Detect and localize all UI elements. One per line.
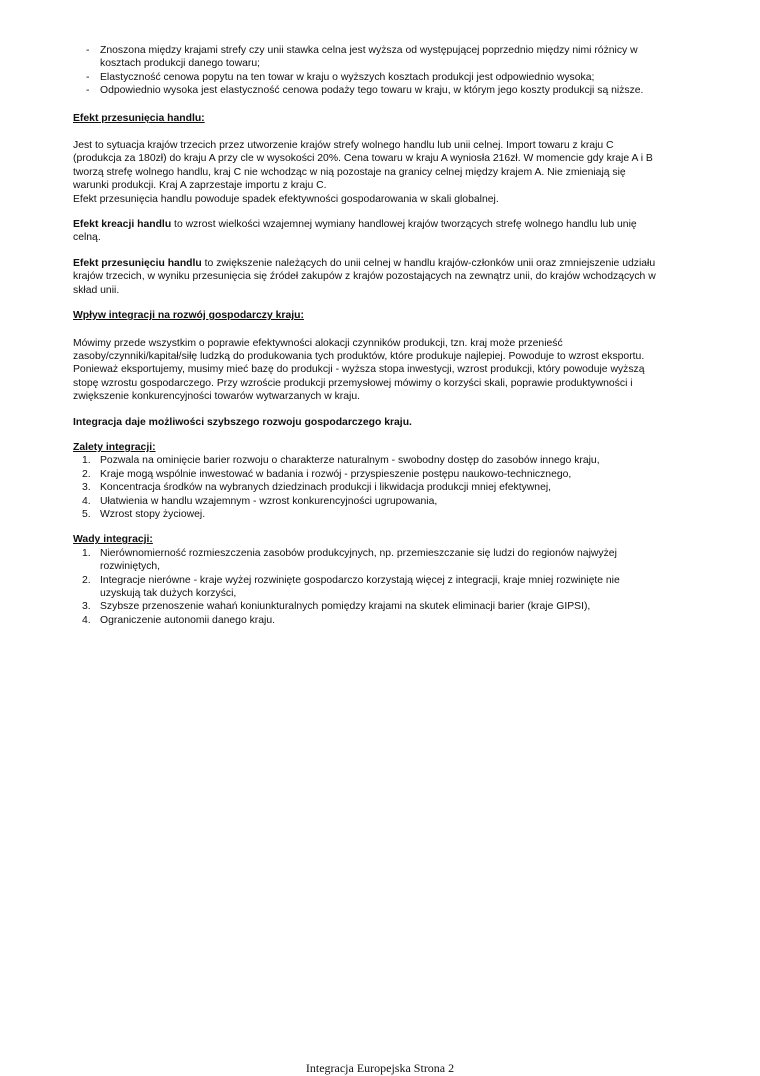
diversion-effect-definition xyxy=(73,257,663,297)
list-item: 4. Ułatwienia w handlu wzajemnym - wzrost konkurencyjności ugrupowania, xyxy=(82,495,438,507)
faster-growth-statement: Integracja daje możliwości szybszego rozwoju gospodarczego kraju. xyxy=(73,416,412,428)
trade-diversion-heading: Efekt przesunięcia handlu: xyxy=(73,112,205,124)
list-item: - Odpowiednio wysoka jest elastyczność cenowa podaży tego towaru w kraju, w którym jego koszty produkcji są niższe. xyxy=(73,84,663,97)
page-content xyxy=(73,44,663,627)
list-item: 1. Nierównomierność rozmieszczenia zasobów produkcyjnych, np. przemieszczanie się ludzi do regionów najwyżej rozwiniętych, xyxy=(82,547,617,573)
disadvantages-list xyxy=(73,547,663,627)
advantages-heading: Zalety integracji: xyxy=(73,441,156,453)
list-item: 2. Kraje mogą wspólnie inwestować w badania i rozwój - przyspieszenie postępu naukowo-technicznego, xyxy=(82,468,572,480)
page-footer: Integracja Europejska Strona 2 xyxy=(305,1061,455,1075)
trade-diversion-conclusion: Efekt przesunięcia handlu powoduje spadek efektywności gospodarowania w skali globalnej. xyxy=(73,193,499,205)
list-item: - Znoszona między krajami strefy czy unii stawka celna jest wyższa od występującej poprzednio między nimi różnicy w kosztach produkcji danego towaru; xyxy=(73,44,663,71)
growth-impact-paragraph: Mówimy przede wszystkim o poprawie efektywności alokacji czynników produkcji, tzn. kraj może przenieść zasoby/czynniki/kapitał/siłę ludzką do produkowania tych produktów, które produkuje najlepiej. Powoduje to wzrost eksportu. Ponieważ eksportujemy, musimy mieć bazę do produkcji - wyższa stopa inwestycji, wzrost produkcji, który powoduje wyższą stopę wzrostu gospodarczego. Przy wzroście produkcji przemysłowej mówimy o korzyści skali, poprawie produktywności i zwiększenie konkurencyjności towarów wytwarzanych w kraju. xyxy=(73,337,645,403)
advantages-list xyxy=(73,454,663,521)
list-item: 1. Pozwala na ominięcie barier rozwoju o charakterze naturalnym - swobodny dostęp do zasobów innego kraju, xyxy=(82,455,600,467)
list-item: 4. Ograniczenie autonomii danego kraju. xyxy=(82,614,276,626)
creation-effect-text: to wzrost wielkości wzajemnej wymiany handlowej krajów tworzących strefę wolnego handlu lub unię celną. xyxy=(73,219,637,244)
top-bullet-list xyxy=(73,44,663,98)
list-item: 5. Wzrost stopy życiowej. xyxy=(82,508,206,520)
diversion-effect-text: to zwiększenie należących do unii celnej w handlu krajów-członków unii oraz zmniejszenie udziału krajów trzecich, w wyniku przesunięcia się źródeł zakupów z krajów pozostających na zewnątrz unii, do krajów wchodzących w skład unii. xyxy=(73,257,656,296)
creation-effect-term: Efekt kreacji handlu xyxy=(73,219,172,231)
list-item: 3. Koncentracja środków na wybranych dziedzinach produkcji i likwidacja produkcji mniej efektywnej, xyxy=(82,482,552,494)
growth-impact-heading: Wpływ integracji na rozwój gospodarczy kraju: xyxy=(73,310,304,322)
diversion-effect-term: Efekt przesunięciu handlu xyxy=(73,257,202,269)
list-item: 2. Integracje nierówne - kraje wyżej rozwinięte gospodarczo korzystają więcej z integracji, kraje mniej rozwinięte nie uzyskują tak dużych korzyści, xyxy=(82,574,620,599)
list-item: 3. Szybsze przenoszenie wahań koniunkturalnych pomiędzy krajami na skutek eliminacji barier (kraje GIPSI), xyxy=(82,601,591,613)
trade-diversion-paragraph: Jest to sytuacja krajów trzecich przez utworzenie krajów strefy wolnego handlu lub unii celnej. Import towaru z kraju C (produkcja za 180zł) do kraju A przy cle w wysokości 20%. Cena towaru w kraju A wyniosła 216zł. W momencie gdy kraje A i B tworzą strefę wolnego handlu, kraj C nie wchodząc w nią pozostaje na granicy celnej między krajem A. Nie zmieniają się warunki produkcji. Kraj A zaprzestaje importu z kraju C. xyxy=(73,140,653,192)
creation-effect-definition xyxy=(73,218,663,245)
list-item: - Elastyczność cenowa popytu na ten towar w kraju o wyższych kosztach produkcji jest odpowiednio wysoka; xyxy=(73,71,663,84)
disadvantages-heading: Wady integracji: xyxy=(73,534,153,546)
